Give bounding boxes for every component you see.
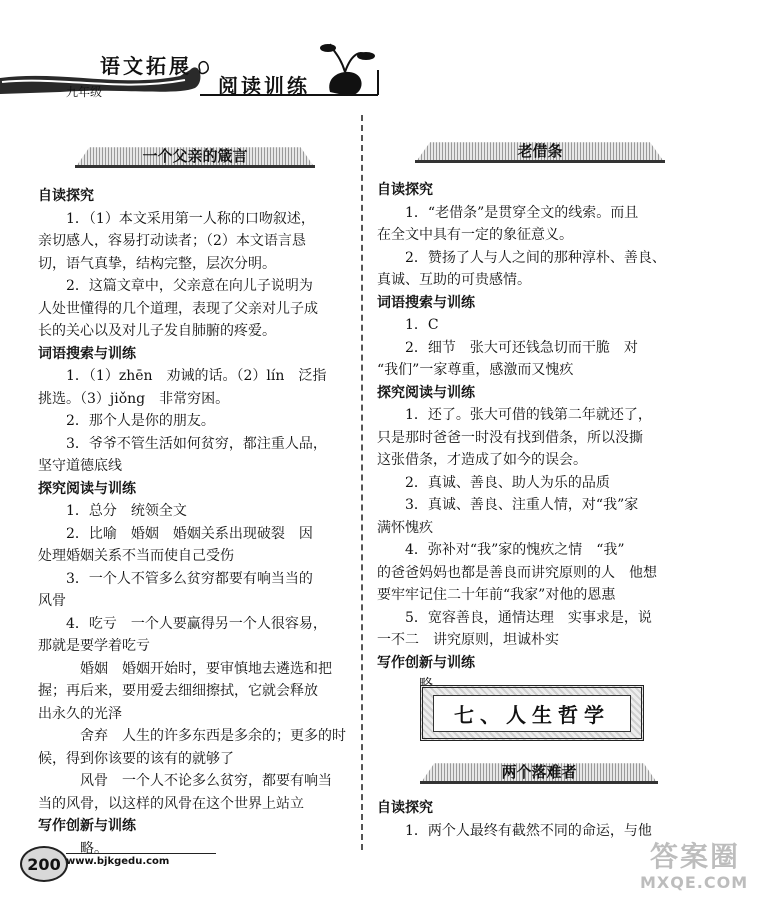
chapter-title-box xyxy=(420,685,644,741)
left-line: 3．一个人不管多么贫穷都要有响当当的 xyxy=(66,570,313,587)
left-line: 舍弃 人生的许多东西是多余的；更多的时 xyxy=(80,728,346,744)
left-line: 4．吃亏 一个人要赢得另一个人很容易， xyxy=(66,615,327,632)
left-line: 风骨 一个人不论多么贫穷，都要有响当 xyxy=(80,773,332,789)
right2-heading: 自读探究 xyxy=(377,800,433,816)
left-line: 1．（1）zhēn 劝诫的话。（2）lín 泛指 xyxy=(66,368,327,384)
right-section2-title: 两个落难者 xyxy=(501,762,577,781)
right-line: 1．还了。张大可借的钱第二年就还了， xyxy=(405,407,652,423)
left-line: 候，得到你该要的该有的就够了 xyxy=(38,750,234,767)
left-line: 挑选。（3）jiǒng 非常穷困。 xyxy=(38,390,230,407)
right2-line: 1．两个人最终有截然不同的命运，与他 xyxy=(405,822,652,839)
left-line: 风骨 xyxy=(38,593,66,609)
right-line: 只是那时爸爸一时没有找到借条，所以没撕 xyxy=(377,429,643,446)
right-section-banner xyxy=(415,137,665,163)
left-line: 那就是要学着吃亏 xyxy=(38,638,150,654)
right-line: 在全文中具有一定的象征意义。 xyxy=(377,227,573,243)
left-line: 1．总分 统领全文 xyxy=(66,503,187,519)
left-line: 1．（1）本文采用第一人称的口吻叙述， xyxy=(66,210,315,227)
right-heading: 写作创新与训练 xyxy=(377,654,475,671)
left-line: 2．比喻 婚姻 婚姻关系出现破裂 因 xyxy=(66,525,313,542)
left-line: 长的关心以及对儿子发自肺腑的疼爱。 xyxy=(38,323,276,339)
right-line: 5．宽容善良，通情达理 实事求是，说 xyxy=(405,609,652,626)
right-line: 1．C xyxy=(405,317,439,333)
left-line: 2．这篇文章中，父亲意在向儿子说明为 xyxy=(66,278,313,294)
left-heading: 词语搜索与训练 xyxy=(38,345,136,362)
watermark xyxy=(640,835,770,895)
header-title-right: 阅读训练 xyxy=(218,74,310,98)
right-heading: 探究阅读与训练 xyxy=(377,384,475,401)
left-section-banner xyxy=(75,142,315,168)
left-line: 婚姻 婚姻开始时，要审慎地去遴选和把 xyxy=(80,660,332,677)
right-section2-banner xyxy=(420,758,658,784)
left-line: 切，语气真挚，结构完整，层次分明。 xyxy=(38,255,276,272)
watermark-bottom: MXQE.COM xyxy=(640,873,749,892)
right-section-title: 老借条 xyxy=(517,141,563,160)
page-header xyxy=(0,0,777,110)
chapter-title: 七、人生哲学 xyxy=(433,695,631,732)
left-line: 2．那个人是你的朋友。 xyxy=(66,413,215,429)
left-line: 处理婚姻关系不当而使自己受伤 xyxy=(38,548,234,564)
left-line: 略。 xyxy=(80,840,108,857)
right-line: 4．弥补对“我”家的愧疚之情 “我” xyxy=(405,542,625,558)
left-line: 当的风骨，以这样的风骨在这个世界上站立 xyxy=(38,795,304,812)
page-footer xyxy=(20,846,280,886)
column-divider xyxy=(361,115,363,850)
right-line: 真诚、互助的可贵感情。 xyxy=(377,272,531,288)
left-heading: 探究阅读与训练 xyxy=(38,480,136,497)
left-heading: 写作创新与训练 xyxy=(38,818,136,834)
right-line: “我们”一家尊重，感激而又愧疚 xyxy=(377,362,574,378)
right-line: 的爸爸妈妈也都是善良而讲究原则的人 他想 xyxy=(377,564,657,581)
right-line: 1．“老借条”是贯穿全文的线索。而且 xyxy=(405,204,639,221)
left-line: 坚守道德底线 xyxy=(38,458,122,474)
right-line: 满怀愧疚 xyxy=(377,519,433,536)
watermark-top: 答案圈 xyxy=(650,840,741,873)
right-line: 2．真诚、善良、助人为乐的品质 xyxy=(405,474,610,491)
right-line: 2．细节 张大可还钱急切而干脆 对 xyxy=(405,339,638,356)
header-grade: 九年级 xyxy=(66,85,103,99)
left-heading: 自读探究 xyxy=(38,188,94,204)
right-line: 要牢牢记住二十年前“我家”对他的恩惠 xyxy=(377,587,616,603)
left-line: 人处世懂得的几个道理，表现了父亲对儿子成 xyxy=(38,300,318,317)
header-title-left: 语文拓展 xyxy=(100,54,192,78)
right-line: 2．赞扬了人与人之间的那种淳朴、善良、 xyxy=(405,249,666,266)
left-line: 3．爷爷不管生活如何贫穷，都注重人品， xyxy=(66,435,327,452)
left-column xyxy=(38,185,355,860)
right-heading: 自读探究 xyxy=(377,182,433,198)
right-column xyxy=(377,179,695,697)
footer-rule xyxy=(66,853,216,854)
page-number: 200 xyxy=(20,846,68,882)
right-line: 3．真诚、善良、注重人情，对“我”家 xyxy=(405,497,639,513)
right-line: 一不二 讲究原则，坦诚朴实 xyxy=(377,632,559,648)
left-line: 亲切感人，容易打动读者；（2）本文语言恳 xyxy=(38,233,306,249)
footer-website: www.bjkgedu.com xyxy=(66,856,170,867)
left-line: 握；再后来，要用爱去细细擦拭，它就会释放 xyxy=(38,683,318,699)
left-section-title: 一个父亲的箴言 xyxy=(142,146,248,165)
left-line: 出永久的光泽 xyxy=(38,705,122,722)
right-line: 这张借条，才造成了如今的误会。 xyxy=(377,452,587,468)
right-heading: 词语搜索与训练 xyxy=(377,294,475,311)
